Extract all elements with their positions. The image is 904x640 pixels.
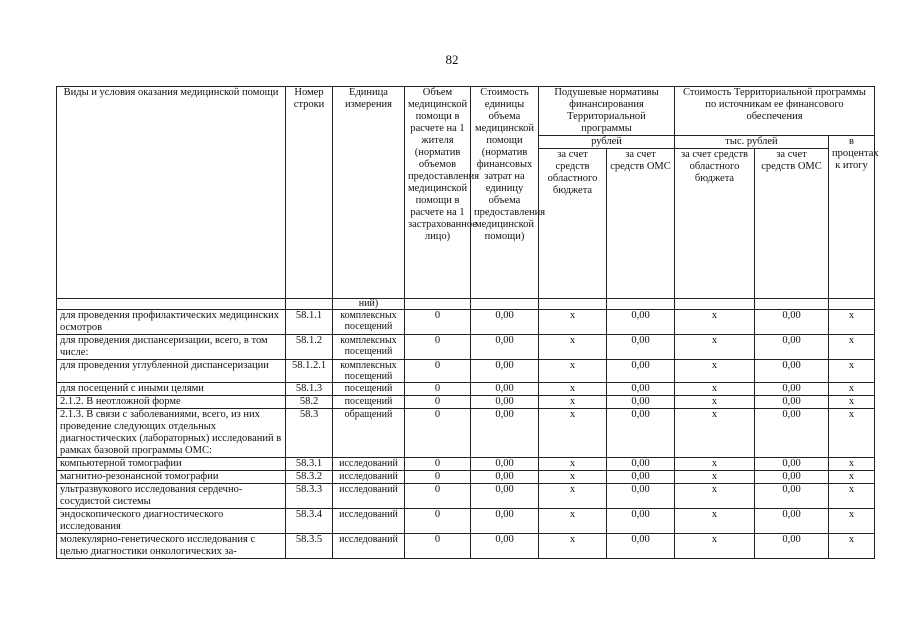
header-cost-unit: Стоимость единицы объема медицинской помощи (норматив финансовых затрат на единицу объема предоставления медицинской помощи): [471, 87, 539, 299]
row-volume: 0: [405, 509, 471, 534]
row-per-capita-oms: 0,00: [607, 383, 675, 396]
row-number: 58.1.1: [286, 310, 333, 335]
row-cost: 0,00: [471, 534, 539, 559]
row-number: 58.3.2: [286, 471, 333, 484]
header-cost-total: Стоимость Территориальной программы по источникам ее финансового обеспечения: [675, 87, 875, 136]
row-unit: посещений: [333, 383, 405, 396]
row-total-oms: 0,00: [755, 509, 829, 534]
table-row: [57, 509, 875, 534]
row-name: молекулярно-генетического исследования с целью диагностики онкологических за-: [57, 534, 286, 559]
continuation-cell: [405, 299, 471, 310]
row-total-budget: х: [675, 484, 755, 509]
row-name: 2.1.3. В связи с заболеваниями, всего, из них проведение следующих отдельных диагностических (лабораторных) исследований в рамках базовой программы ОМС:: [57, 409, 286, 458]
row-number: 58.3.1: [286, 458, 333, 471]
row-number: 58.1.2.1: [286, 360, 333, 383]
row-name: эндоскопического диагностического исследования: [57, 509, 286, 534]
row-total-oms: 0,00: [755, 471, 829, 484]
header-cost-total-oms: за счет средств ОМС: [755, 149, 829, 299]
row-per-capita-oms: 0,00: [607, 409, 675, 458]
row-per-capita-budget: х: [539, 310, 607, 335]
row-unit: комплексных посещений: [333, 360, 405, 383]
row-per-capita-oms: 0,00: [607, 484, 675, 509]
continuation-cell: [57, 299, 286, 310]
continuation-cell: [607, 299, 675, 310]
header-per-capita: Подушевые нормативы финансирования Территориальной программы: [539, 87, 675, 136]
row-unit: комплексных посещений: [333, 310, 405, 335]
header-unit: Единица измерения: [333, 87, 405, 299]
table-row: [57, 310, 875, 335]
row-unit: исследований: [333, 471, 405, 484]
row-name: для проведения профилактических медицинских осмотров: [57, 310, 286, 335]
row-total-oms: 0,00: [755, 484, 829, 509]
row-unit: комплексных посещений: [333, 335, 405, 360]
row-number: 58.3.5: [286, 534, 333, 559]
row-number: 58.3: [286, 409, 333, 458]
row-total-budget: х: [675, 383, 755, 396]
row-volume: 0: [405, 458, 471, 471]
row-name: магнитно-резонансной томографии: [57, 471, 286, 484]
row-name: компьютерной томографии: [57, 458, 286, 471]
continuation-cell: [755, 299, 829, 310]
row-per-capita-budget: х: [539, 509, 607, 534]
row-cost: 0,00: [471, 383, 539, 396]
continuation-row: [57, 299, 875, 310]
table-row: [57, 383, 875, 396]
row-per-capita-oms: 0,00: [607, 396, 675, 409]
row-per-capita-budget: х: [539, 383, 607, 396]
table-row: [57, 396, 875, 409]
row-volume: 0: [405, 471, 471, 484]
row-cost: 0,00: [471, 509, 539, 534]
row-percent: х: [829, 484, 875, 509]
row-volume: 0: [405, 484, 471, 509]
row-per-capita-budget: х: [539, 458, 607, 471]
row-total-budget: х: [675, 396, 755, 409]
row-volume: 0: [405, 360, 471, 383]
continuation-cell: [471, 299, 539, 310]
financing-table: [56, 86, 879, 559]
row-total-budget: х: [675, 509, 755, 534]
row-volume: 0: [405, 310, 471, 335]
row-per-capita-oms: 0,00: [607, 335, 675, 360]
row-per-capita-budget: х: [539, 335, 607, 360]
header-per-capita-unit: рублей: [539, 136, 675, 149]
header-cost-total-budget: за счет средств областного бюджета: [675, 149, 755, 299]
row-unit: исследований: [333, 509, 405, 534]
row-volume: 0: [405, 396, 471, 409]
table-row: [57, 471, 875, 484]
row-unit: исследований: [333, 458, 405, 471]
row-cost: 0,00: [471, 335, 539, 360]
table-body: [57, 299, 875, 559]
row-percent: х: [829, 360, 875, 383]
table-row: [57, 484, 875, 509]
row-total-budget: х: [675, 310, 755, 335]
row-name: для посещений с иными целями: [57, 383, 286, 396]
header-per-capita-budget: за счет средств областного бюджета: [539, 149, 607, 299]
header-per-capita-oms: за счет средств ОМС: [607, 149, 675, 299]
row-volume: 0: [405, 383, 471, 396]
header-volume: Объем медицинской помощи в расчете на 1 жителя (норматив объемов предоставления медицинской помощи в расчете на 1 застрахованное лицо): [405, 87, 471, 299]
row-per-capita-budget: х: [539, 484, 607, 509]
row-total-budget: х: [675, 471, 755, 484]
row-per-capita-oms: 0,00: [607, 310, 675, 335]
row-number: 58.2: [286, 396, 333, 409]
row-total-oms: 0,00: [755, 360, 829, 383]
row-name: для проведения углубленной диспансеризации: [57, 360, 286, 383]
row-per-capita-oms: 0,00: [607, 360, 675, 383]
row-cost: 0,00: [471, 396, 539, 409]
row-name: для проведения диспансеризации, всего, в том числе:: [57, 335, 286, 360]
row-total-oms: 0,00: [755, 383, 829, 396]
row-percent: х: [829, 534, 875, 559]
row-percent: х: [829, 335, 875, 360]
table-row: [57, 458, 875, 471]
header-type: Виды и условия оказания медицинской помощи: [57, 87, 286, 299]
row-cost: 0,00: [471, 471, 539, 484]
row-number: 58.3.4: [286, 509, 333, 534]
table-row: [57, 360, 875, 383]
row-per-capita-oms: 0,00: [607, 534, 675, 559]
continuation-cell: [286, 299, 333, 310]
row-total-budget: х: [675, 458, 755, 471]
row-per-capita-oms: 0,00: [607, 458, 675, 471]
row-total-oms: 0,00: [755, 534, 829, 559]
header-cost-total-unit: тыс. рублей: [675, 136, 829, 149]
row-unit: исследований: [333, 484, 405, 509]
row-name: 2.1.2. В неотложной форме: [57, 396, 286, 409]
row-total-budget: х: [675, 360, 755, 383]
row-cost: 0,00: [471, 484, 539, 509]
row-volume: 0: [405, 534, 471, 559]
row-total-budget: х: [675, 534, 755, 559]
row-total-oms: 0,00: [755, 409, 829, 458]
page-number: 82: [445, 52, 459, 67]
row-volume: 0: [405, 335, 471, 360]
row-unit: исследований: [333, 534, 405, 559]
row-percent: х: [829, 509, 875, 534]
header-row-1: [57, 87, 875, 136]
row-cost: 0,00: [471, 458, 539, 471]
row-unit: обращений: [333, 409, 405, 458]
row-volume: 0: [405, 409, 471, 458]
table-row: [57, 409, 875, 458]
row-total-oms: 0,00: [755, 458, 829, 471]
table-row: [57, 534, 875, 559]
row-unit: посещений: [333, 396, 405, 409]
row-number: 58.1.3: [286, 383, 333, 396]
row-percent: х: [829, 409, 875, 458]
row-per-capita-oms: 0,00: [607, 471, 675, 484]
continuation-cell: [829, 299, 875, 310]
row-number: 58.1.2: [286, 335, 333, 360]
row-percent: х: [829, 458, 875, 471]
row-per-capita-budget: х: [539, 360, 607, 383]
row-total-budget: х: [675, 335, 755, 360]
row-total-oms: 0,00: [755, 310, 829, 335]
row-cost: 0,00: [471, 360, 539, 383]
header-percent: в процентах к итогу: [829, 136, 875, 299]
continuation-cell: [539, 299, 607, 310]
row-percent: х: [829, 396, 875, 409]
header-row-number: Номер строки: [286, 87, 333, 299]
row-cost: 0,00: [471, 310, 539, 335]
row-name: ультразвукового исследования сердечно-сосудистой системы: [57, 484, 286, 509]
row-percent: х: [829, 471, 875, 484]
continuation-cell: [675, 299, 755, 310]
row-percent: х: [829, 310, 875, 335]
table-row: [57, 335, 875, 360]
row-total-oms: 0,00: [755, 335, 829, 360]
row-percent: х: [829, 383, 875, 396]
row-per-capita-oms: 0,00: [607, 509, 675, 534]
row-per-capita-budget: х: [539, 534, 607, 559]
row-total-budget: х: [675, 409, 755, 458]
row-per-capita-budget: х: [539, 396, 607, 409]
row-cost: 0,00: [471, 409, 539, 458]
row-total-oms: 0,00: [755, 396, 829, 409]
row-per-capita-budget: х: [539, 471, 607, 484]
row-per-capita-budget: х: [539, 409, 607, 458]
row-number: 58.3.3: [286, 484, 333, 509]
continuation-unit: ний): [333, 299, 405, 310]
